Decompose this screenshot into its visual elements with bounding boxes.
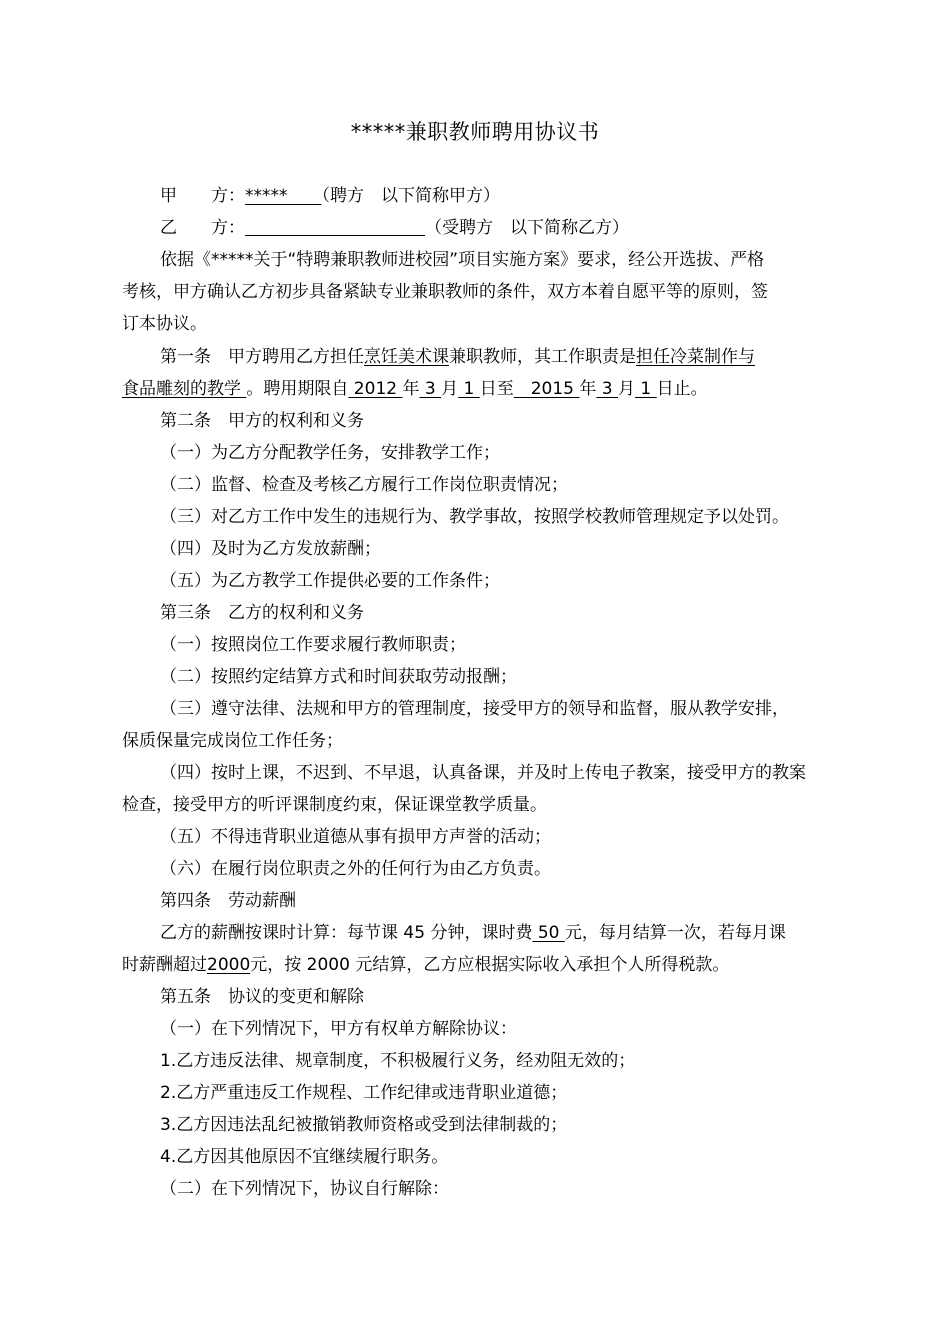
intro-line-3: 订本协议。: [122, 314, 207, 334]
start-year: 2012: [348, 379, 403, 399]
article3-item-5: （五）不得违背职业道德从事有损甲方声誉的活动；: [160, 827, 551, 847]
article4-line-1: 乙方的薪酬按课时计算：每节课 45 分钟，课时费 50 元，每月结算一次，若每月课: [160, 923, 786, 943]
end-day: 1: [635, 379, 657, 399]
article5-item-2: 2.乙方严重违反工作规程、工作纪律或违背职业道德；: [160, 1083, 568, 1103]
article3-item-3-line-2: 保质保量完成岗位工作任务；: [122, 731, 343, 751]
party-b-note: （受聘方 以下简称乙方）: [425, 218, 629, 238]
article4-heading: 第四条 劳动薪酬: [160, 891, 296, 911]
intro-line-2: 考核，甲方确认乙方初步具备紧缺专业兼职教师的条件，双方本着自愿平等的原则，签: [122, 282, 768, 302]
article2-item-5: （五）为乙方教学工作提供必要的工作条件；: [160, 571, 500, 591]
article5-item-1: 1.乙方违反法律、规章制度，不积极履行义务，经劝阻无效的；: [160, 1051, 636, 1071]
hourly-fee: 50: [532, 923, 565, 943]
article2-item-4: （四）及时为乙方发放薪酬；: [160, 539, 381, 559]
article3-item-2: （二）按照约定结算方式和时间获取劳动报酬；: [160, 667, 517, 687]
article2-item-2: （二）监督、检查及考核乙方履行工作岗位职责情况；: [160, 475, 568, 495]
intro-line-1: 依据《*****关于“特聘兼职教师进校园”项目实施方案》要求，经公开选拔、严格: [160, 250, 765, 270]
article1-line-1: 第一条 甲方聘用乙方担任烹饪美术课兼职教师，其工作职责是担任冷菜制作与: [160, 347, 755, 367]
start-month: 3: [419, 379, 442, 399]
article3-heading: 第三条 乙方的权利和义务: [160, 603, 364, 623]
article3-item-4-line-1: （四）按时上课，不迟到、不早退，认真备课，并及时上传电子教案，接受甲方的教案: [160, 763, 806, 783]
article1-course: 烹饪美术课: [364, 347, 449, 367]
article5-heading: 第五条 协议的变更和解除: [160, 987, 364, 1007]
article5-sub-1: （一）在下列情况下，甲方有权单方解除协议：: [160, 1019, 517, 1039]
article3-item-1: （一）按照岗位工作要求履行教师职责；: [160, 635, 466, 655]
party-a-value: *****: [245, 186, 288, 206]
party-b-label: 乙 方：: [160, 218, 245, 238]
monthly-cap: 2000: [207, 955, 251, 975]
article3-item-6: （六）在履行岗位职责之外的任何行为由乙方负责。: [160, 859, 551, 879]
party-a-note: （聘方 以下简称甲方）: [321, 186, 500, 206]
start-day: 1: [458, 379, 480, 399]
article5-item-3: 3.乙方因违法乱纪被撤销教师资格或受到法律制裁的；: [160, 1115, 568, 1135]
party-a-label: 甲 方：: [160, 186, 245, 206]
article2-item-1: （一）为乙方分配教学任务，安排教学工作；: [160, 443, 500, 463]
article1-duty-part1: 担任冷菜制作与: [636, 347, 755, 367]
article4-line-2: 时薪酬超过2000元，按 2000 元结算，乙方应根据实际收入承担个人所得税款。: [122, 955, 730, 975]
article1-line-2: 食品雕刻的教学 。聘用期限自 2012 年 3 月 1 日至 2015 年 3 月 1 日止。: [122, 379, 708, 399]
article5-item-4: 4.乙方因其他原因不宜继续履行职务。: [160, 1147, 449, 1167]
article3-item-4-line-2: 检查，接受甲方的听评课制度约束，保证课堂教学质量。: [122, 795, 547, 815]
article5-sub-2: （二）在下列情况下，协议自行解除：: [160, 1179, 449, 1199]
article1-duty-part2: 食品雕刻的教学: [122, 379, 247, 399]
party-b-line: [160, 216, 629, 240]
end-year: 2015: [513, 379, 580, 399]
article3-item-3-line-1: （三）遵守法律、法规和甲方的管理制度，接受甲方的领导和监督，服从教学安排，: [160, 699, 789, 719]
article2-item-3: （三）对乙方工作中发生的违规行为、教学事故，按照学校教师管理规定予以处罚。: [160, 507, 789, 527]
end-month: 3: [596, 379, 619, 399]
party-a-line: [160, 184, 500, 208]
article2-heading: 第二条 甲方的权利和义务: [160, 411, 364, 431]
party-b-blank: [245, 217, 425, 236]
document-title: *****兼职教师聘用协议书: [350, 120, 600, 144]
